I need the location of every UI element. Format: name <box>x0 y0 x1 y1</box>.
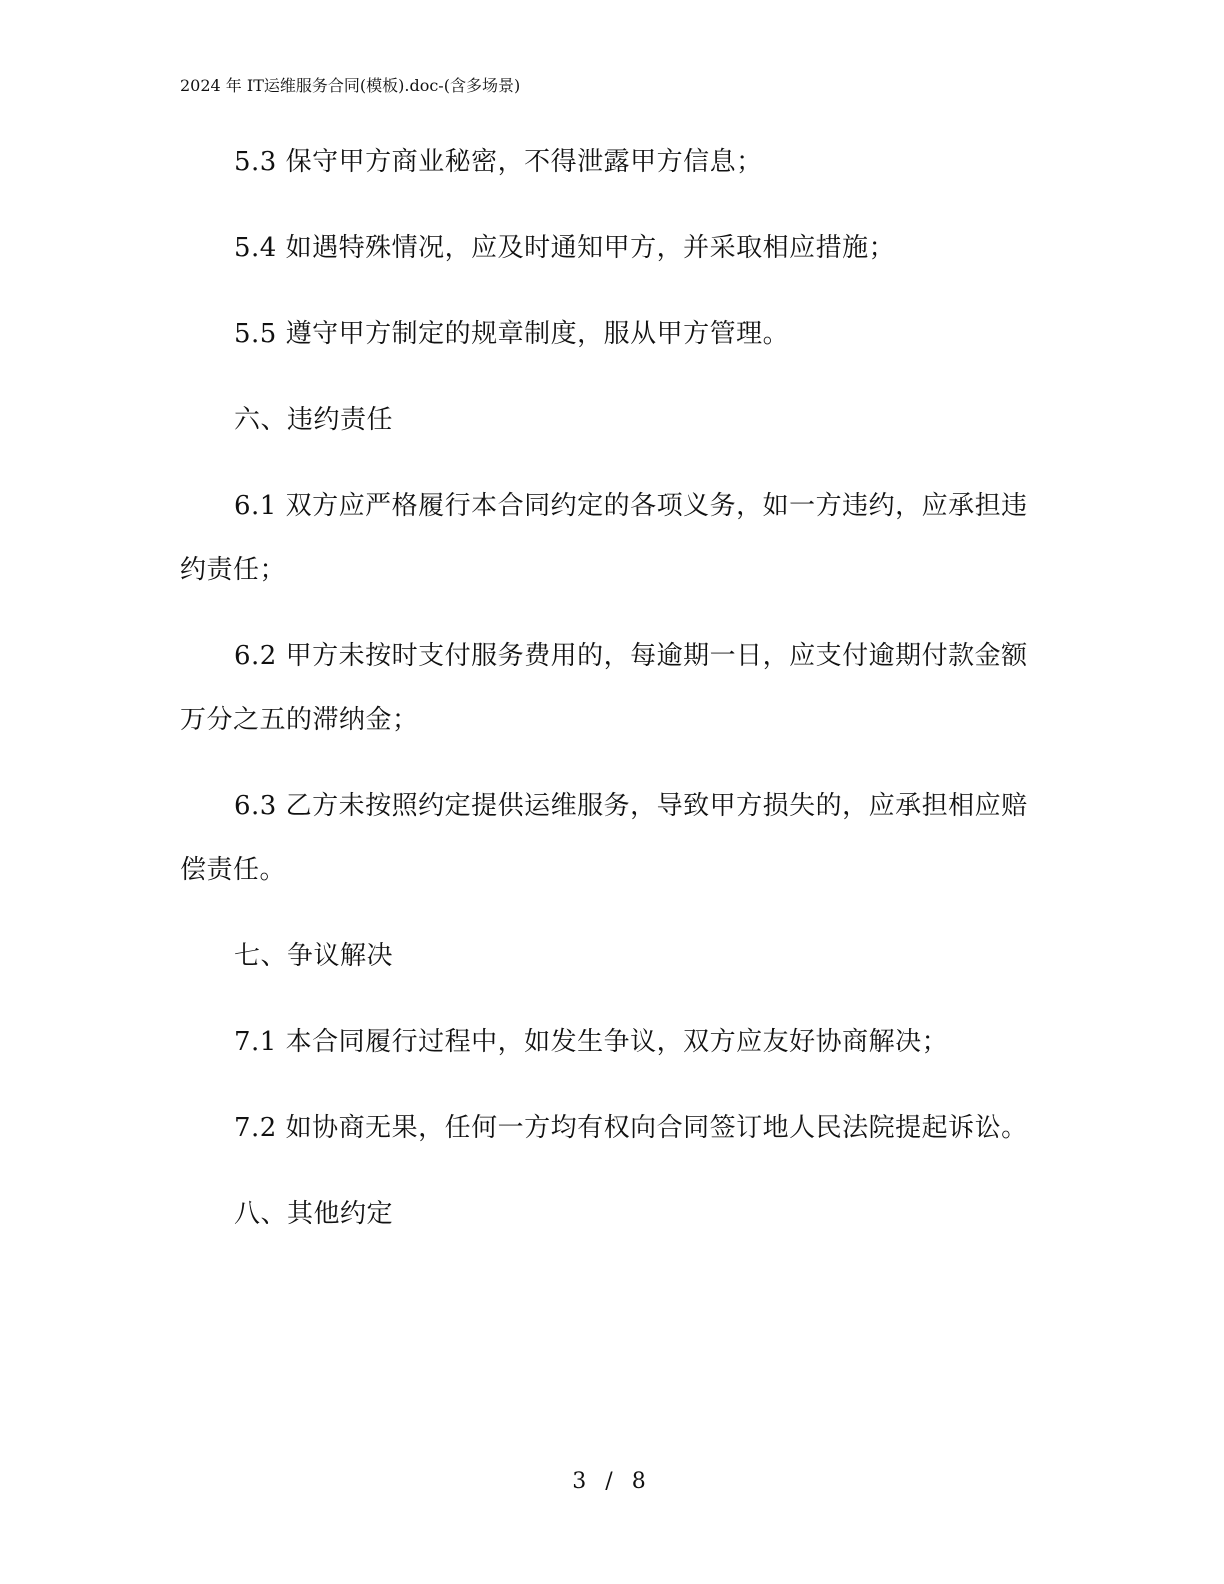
clause-5-5: 5.5 遵守甲方制定的规章制度，服从甲方管理。 <box>234 319 790 349</box>
section-heading-other-terms: 八、其他约定 <box>234 1199 394 1229</box>
clause-7-2: 7.2 如协商无果，任何一方均有权向合同签订地人民法院提起诉讼。 <box>234 1113 1028 1143</box>
clause-7-1: 7.1 本合同履行过程中，如发生争议，双方应友好协商解决； <box>234 1027 949 1057</box>
clause-6-1: 6.1 双方应严格履行本合同约定的各项义务，如一方违约，应承担违约责任； <box>180 491 1028 585</box>
document-header: 2024 年 IT运维服务合同(模板).doc-(含多场景) <box>180 76 521 95</box>
section-heading-dispute-resolution: 七、争议解决 <box>234 941 394 971</box>
section-heading-breach-liability: 六、违约责任 <box>234 405 394 435</box>
page-number: 3 / 8 <box>572 1469 652 1494</box>
document-body <box>180 130 1040 1268</box>
clause-5-4: 5.4 如遇特殊情况，应及时通知甲方，并采取相应措施； <box>234 233 896 263</box>
clause-6-2: 6.2 甲方未按时支付服务费用的，每逾期一日，应支付逾期付款金额万分之五的滞纳金； <box>180 641 1028 735</box>
clause-5-3: 5.3 保守甲方商业秘密，不得泄露甲方信息； <box>234 147 763 177</box>
clause-6-3: 6.3 乙方未按照约定提供运维服务，导致甲方损失的，应承担相应赔偿责任。 <box>180 791 1028 885</box>
